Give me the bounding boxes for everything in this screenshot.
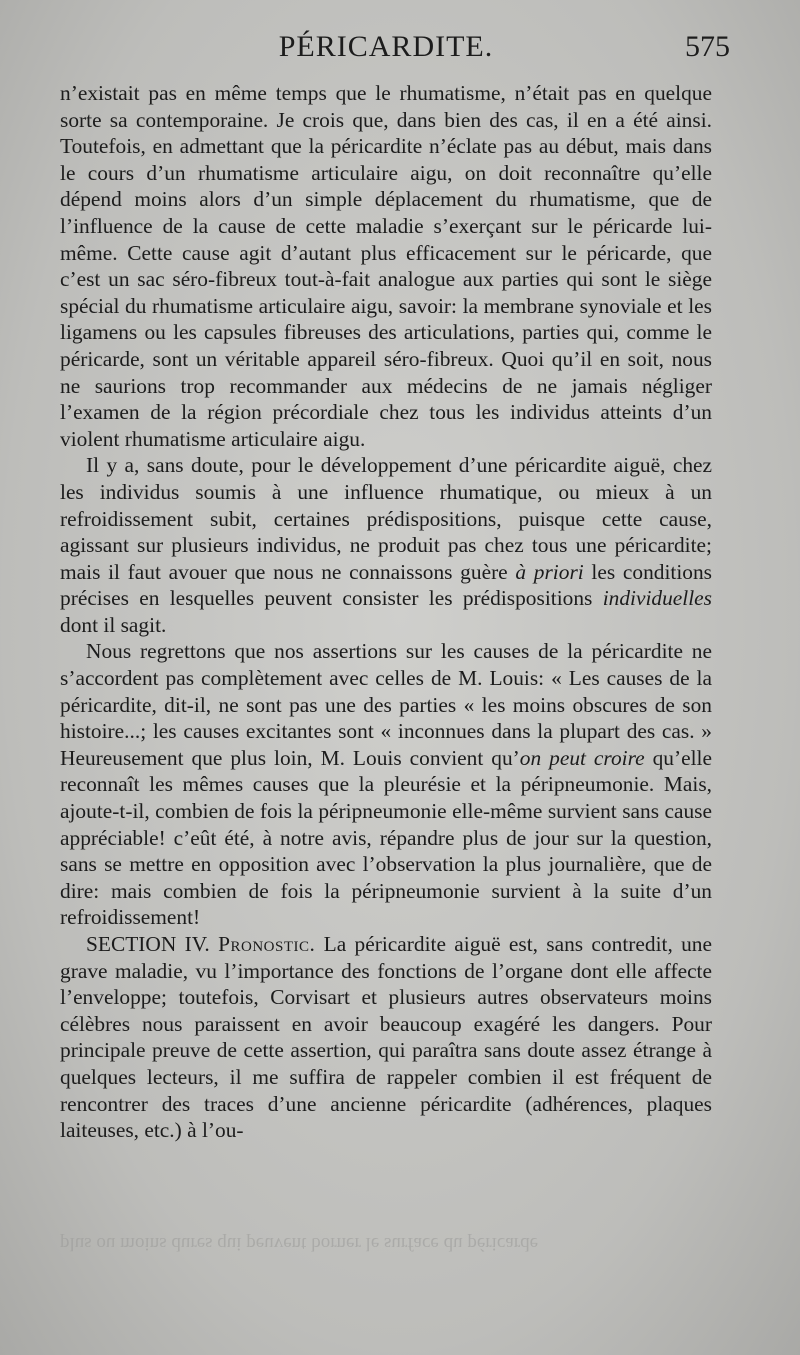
paragraph-3-text-a: Nous regrettons que nos assertions sur les causes de la péricardite ne s’accordent pas complètement avec celles de M. Louis: « Les causes de la péricardite, dit-il, ne sont pas une des parties « les moins obscures de son histoire...; les causes excitantes sont « inconnues dans la plupart des cas. » Heureusement que plus loin, M. Louis convient qu’	[60, 639, 712, 770]
section-label: SECTION IV.	[86, 932, 210, 956]
paragraph-1	[60, 80, 712, 452]
section-title: Pronostic.	[218, 932, 316, 956]
paragraph-1-text: n’existait pas en même temps que le rhumatisme, n’était pas en quelque sorte sa contemporaine. Je crois que, dans bien des cas, il en a été ainsi. Toutefois, en admettant que la péricardite n’éclate pas au début, mais dans le cours d’un rhumatisme articulaire aigu, on doit reconnaître qu’elle dépend moins alors d’un simple déplacement du rhumatisme, que de l’influence de la cause de cette maladie s’exerçant sur le péricarde lui-même. Cette cause agit d’autant plus efficacement sur le péricarde, que c’est un sac séro-fibreux tout-à-fait analogue aux parties qui sont le siège spécial du rhumatisme articulaire aigu, savoir: la membrane synoviale et les ligamens ou les capsules fibreuses des articulations, parties qui, comme le péricarde, sont un véritable appareil séro-fibreux. Quoi qu’il en soit, nous ne saurions trop recommander aux médecins de ne jamais négliger l’examen de la région précordiale chez tous les individus atteints d’un violent rhumatisme articulaire aigu.	[60, 81, 712, 451]
paragraph-3-text-b: qu’elle reconnaît les mêmes causes que la pleurésie et la péripneumonie. Mais, ajoute-t-il, combien de fois la péripneumonie elle-même survient sans cause appréciable! c’eût été, à notre avis, répandre plus de jour sur la question, sans se mettre en opposition avec l’observation la plus journalière, que de dire: mais combien de fois la péripneumonie survient à la suite d’un refroidissement!	[60, 745, 712, 930]
body-text	[60, 80, 712, 1144]
paragraph-3	[60, 638, 712, 931]
running-head: PÉRICARDITE.	[278, 30, 494, 63]
paragraph-4	[60, 931, 712, 1144]
paragraph-2-text-b: les conditions précises en lesquelles peuvent consister les prédispositions	[60, 559, 712, 611]
bleed-through-text: plus ou moins dures qui peuvent borner le surface du péricarde	[60, 1233, 539, 1254]
italic-individuelles: individuelles	[602, 586, 712, 611]
paragraph-2-text-c: dont il sagit.	[60, 612, 167, 637]
italic-a-priori: à priori	[515, 559, 584, 584]
paragraph-2-text-a: Il y a, sans doute, pour le développement d’une péricardite aiguë, chez les individus soumis à une influence rhumatique, ou mieux à un refroidissement subit, certaines prédispositions, puisque cette cause, agissant sur plusieurs individus, ne produit pas chez tous une péricardite; mais il faut avouer que nous ne connaissons guère	[60, 453, 712, 584]
italic-on-peut-croire: on peut croire	[519, 745, 645, 770]
paragraph-2	[60, 452, 712, 638]
paragraph-4-text: La péricardite aiguë est, sans contredit, une grave maladie, vu l’importance des fonctions de l’organe dont elle affecte l’enveloppe; toutefois, Corvisart et plusieurs autres observateurs moins célèbres nous paraissent en avoir beaucoup exagéré les dangers. Pour principale preuve de cette assertion, qui paraîtra sans doute assez étrange à quelques lecteurs, il me suffira de rappeler combien il est fréquent de rencontrer des traces d’une ancienne péricardite (adhérences, plaques laiteuses, etc.) à l’ou-	[60, 932, 712, 1143]
page-number: 575	[685, 30, 730, 63]
page-header	[60, 30, 730, 80]
